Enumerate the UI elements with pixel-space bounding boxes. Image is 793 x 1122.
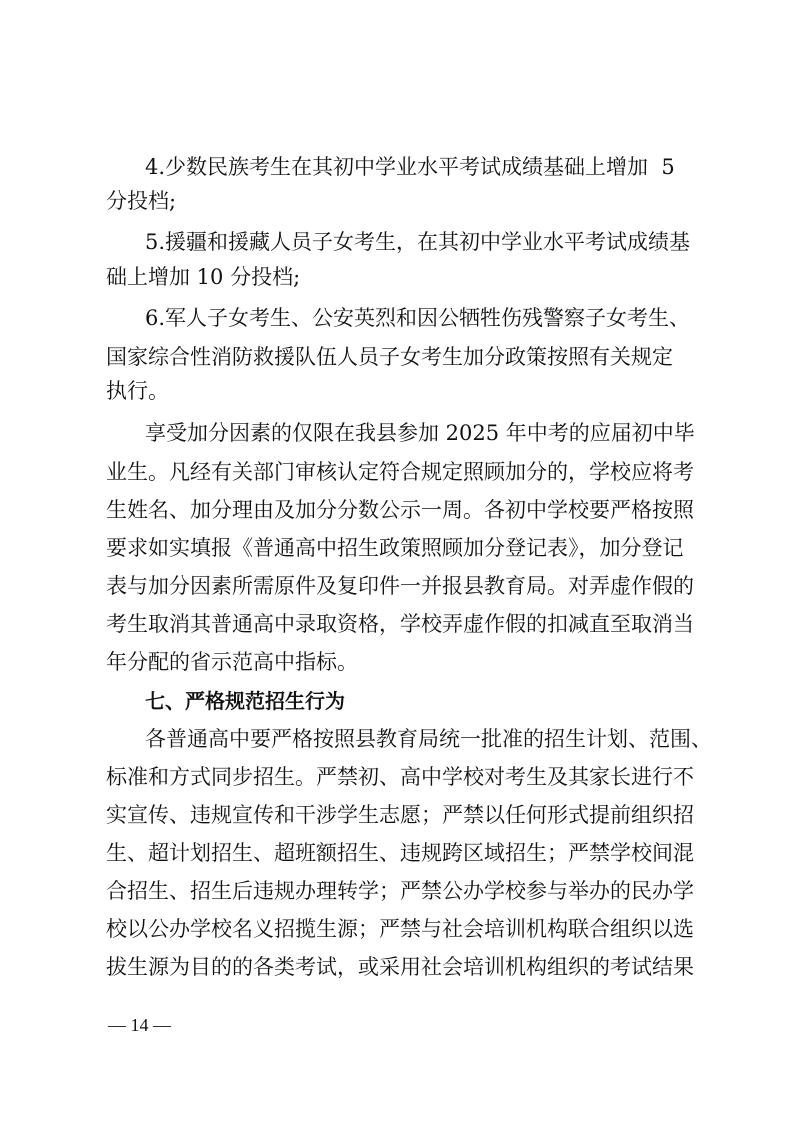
section-heading: 七、严格规范招生行为 (145, 689, 345, 713)
paragraph-line: 各普通高中要严格按照县教育局统一批准的招生计划、范围、 (145, 727, 712, 751)
paragraph-line: 执行。 (106, 379, 169, 403)
paragraph-line: 享受加分因素的仅限在我县参加 2025 年中考的应届初中毕 (145, 421, 695, 445)
paragraph-line: 4.少数民族考生在其初中学业水平考试成绩基础上增加 5 (145, 155, 675, 179)
paragraph-line: 合招生、招生后违规办理转学；严禁公办学校参与举办的民办学 (106, 879, 694, 903)
paragraph-line: 生姓名、加分理由及加分分数公示一周。各初中学校要严格按照 (106, 498, 694, 522)
paragraph-line: 国家综合性消防救援队伍人员子女考生加分政策按照有关规定 (106, 345, 673, 369)
paragraph-line: 要求如实填报《普通高中招生政策照顾加分登记表》，加分登记 (106, 536, 684, 560)
paragraph-line: 年分配的省示范高中指标。 (106, 650, 358, 674)
paragraph-line: 拔生源为目的的各类考试，或采用社会培训机构组织的考试结果 (106, 955, 694, 979)
paragraph-line: 校以公办学校名义招揽生源；严禁与社会培训机构联合组织以选 (106, 917, 694, 941)
paragraph-line: 标准和方式同步招生。严禁初、高中学校对考生及其家长进行不 (106, 765, 694, 789)
paragraph-line: 生、超计划招生、超班额招生、违规跨区域招生；严禁学校间混 (106, 841, 694, 865)
paragraph-line: 6.军人子女考生、公安英烈和因公牺牲伤残警察子女考生、 (145, 306, 691, 330)
page-number: — 14 — (108, 1015, 171, 1035)
paragraph-line: 业生。凡经有关部门审核认定符合规定照顾加分的，学校应将考 (106, 460, 694, 484)
paragraph-line: 实宣传、违规宣传和干涉学生志愿；严禁以任何形式提前组织招 (106, 803, 694, 827)
paragraph-line: 5.援疆和援藏人员子女考生，在其初中学业水平考试成绩基 (145, 230, 691, 254)
paragraph-line: 分投档; (106, 189, 177, 213)
paragraph-line: 表与加分因素所需原件及复印件一并报县教育局。对弄虚作假的 (106, 574, 694, 598)
paragraph-line: 础上增加 10 分投档; (106, 265, 301, 289)
paragraph-line: 考生取消其普通高中录取资格，学校弄虚作假的扣减直至取消当 (106, 612, 694, 636)
